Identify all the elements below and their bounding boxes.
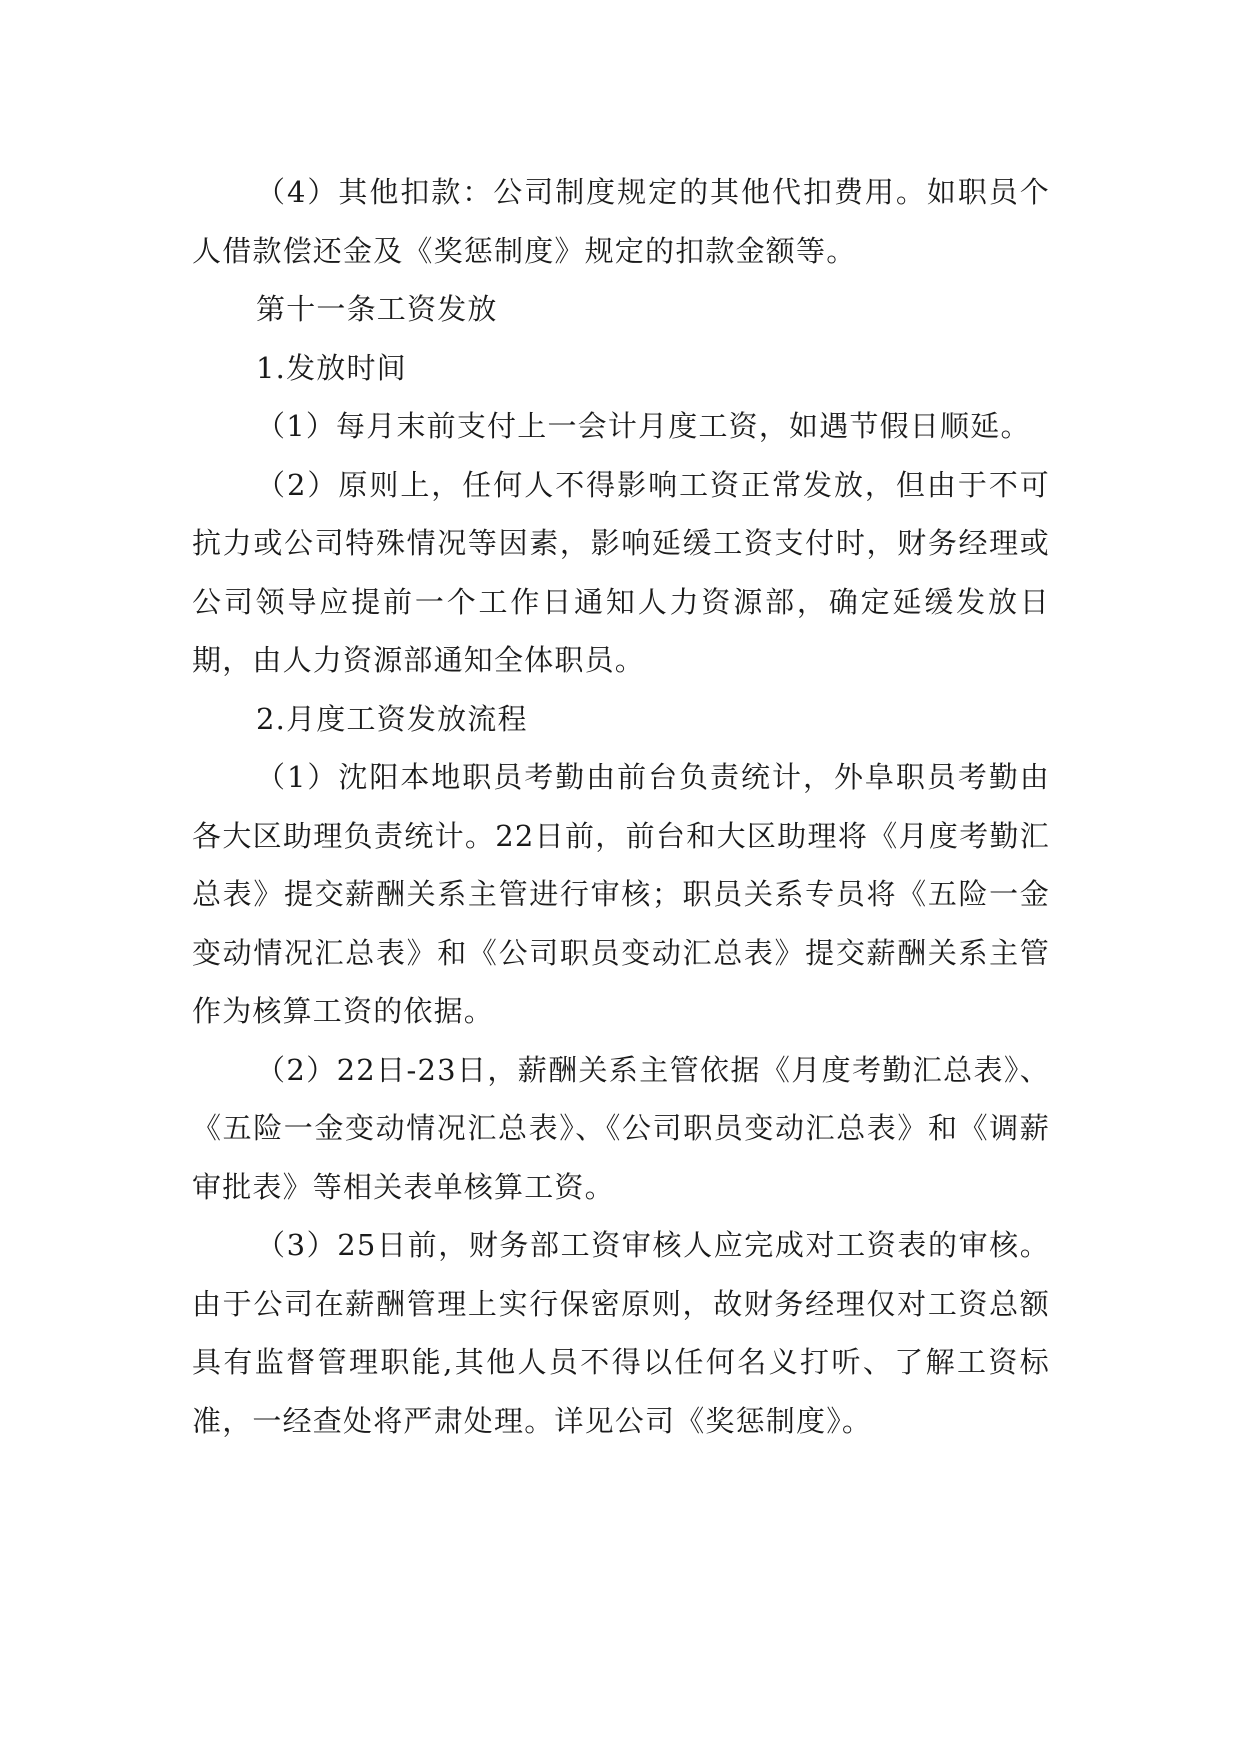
paragraph-other-deductions: （4）其他扣款：公司制度规定的其他代扣费用。如职员个人借款偿还金及《奖惩制度》规定的扣款金额等。 [192,175,1050,268]
paragraph-salary-calculation: （2）22日-23日，薪酬关系主管依据《月度考勤汇总表》、《五险一金变动情况汇总表》、《公司职员变动汇总表》和《调薪审批表》等相关表单核算工资。 [192,1052,1050,1204]
paragraph-attendance-statistics: （1）沈阳本地职员考勤由前台负责统计，外阜职员考勤由各大区助理负责统计。22日前，前台和大区助理将《月度考勤汇总表》提交薪酬关系主管进行审核；职员关系专员将《五险一金变动情况汇总表》和《公司职员变动汇总表》提交薪酬关系主管作为核算工资的依据。 [192,760,1050,1028]
article-heading: 第十一条工资发放 [256,292,498,326]
document-body [192,163,1050,1450]
paragraph-salary-review: （3）25日前，财务部工资审核人应完成对工资表的审核。由于公司在薪酬管理上实行保密原则，故财务经理仅对工资总额具有监督管理职能,其他人员不得以任何名义打听、了解工资标准，一经查处将严肃处理。详见公司《奖惩制度》。 [192,1228,1050,1438]
section-heading-payment-process: 2.月度工资发放流程 [256,701,528,736]
paragraph-monthly-payment: （1）每月末前支付上一会计月度工资，如遇节假日顺延。 [256,409,1031,443]
paragraph-payment-delay: （2）原则上，任何人不得影响工资正常发放，但由于不可抗力或公司特殊情况等因素，影响延缓工资支付时，财务经理或公司领导应提前一个工作日通知人力资源部，确定延缓发放日期，由人力资源部通知全体职员。 [192,467,1050,677]
section-heading-payment-time: 1.发放时间 [256,350,407,385]
